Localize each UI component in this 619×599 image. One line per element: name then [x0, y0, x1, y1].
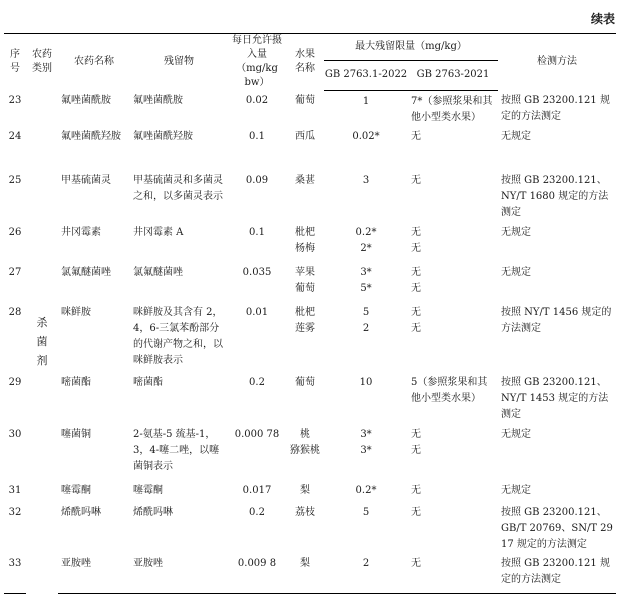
table-row: [4, 480, 616, 502]
row-mrl-old-entry: 无: [411, 307, 421, 318]
row-fruit-entry: 荔枝: [295, 507, 315, 518]
row-mrl-new-entry: 0.2*: [355, 227, 377, 238]
row-pesticide-name: 咪鲜胺: [61, 307, 91, 318]
row-fruit: [286, 502, 324, 553]
table-body: [4, 90, 616, 593]
row-fruit: [286, 553, 324, 593]
row-mrl-new: [324, 90, 408, 126]
row-seq: 24: [8, 131, 22, 142]
row-adi: 0.09: [245, 175, 269, 186]
row-fruit-entry: 杨梅: [295, 243, 315, 254]
row-seq: 26: [8, 227, 22, 238]
row-mrl-old-entry: 无: [411, 429, 421, 440]
row-mrl-new-entry: 3: [362, 175, 370, 186]
row-pesticide-name: 烯酰吗啉: [61, 507, 101, 518]
row-fruit-entry: 梨: [300, 558, 310, 569]
row-mrl-new: [324, 262, 408, 302]
row-fruit-entry: 葡萄: [295, 377, 315, 388]
row-seq: 27: [8, 267, 22, 278]
row-mrl-new: [324, 480, 408, 502]
row-fruit-entry: 葡萄: [295, 95, 315, 106]
row-method: 无规定: [501, 227, 531, 238]
row-mrl-new-entry: 3*: [360, 267, 372, 278]
row-fruit-entry: 梨: [300, 485, 310, 496]
row-seq: 25: [8, 175, 22, 186]
header-category: 农药类别: [26, 34, 58, 91]
row-pesticide-name: 氟唑菌酰羟胺: [61, 131, 121, 142]
table-row: [4, 424, 616, 480]
row-mrl-old-entry: 7*（参照浆果和其他小型类水果）: [411, 95, 493, 123]
table-row: [4, 553, 616, 593]
row-pesticide-name: 氯氟醚菌唑: [61, 267, 111, 278]
row-mrl-old: [408, 90, 498, 126]
row-mrl-new-entry: 5: [362, 307, 370, 318]
row-mrl-new-entry: 2: [362, 558, 370, 569]
row-mrl-new-entry: 3*: [360, 429, 372, 440]
row-mrl-old: [408, 502, 498, 553]
header-mrl-group: 最大残留限量（mg/kg）: [324, 34, 498, 61]
table-row: [4, 222, 616, 262]
row-method: 按照 GB 23200.121 规定的方法测定: [498, 553, 616, 593]
row-mrl-old-entry: 无: [411, 485, 421, 496]
row-pesticide-name: 嘧菌酯: [61, 377, 91, 388]
header-method: 检测方法: [498, 34, 616, 91]
row-fruit-entry: 猕猴桃: [290, 445, 320, 456]
row-mrl-old-entry: 5（参照浆果和其他小型类水果）: [411, 377, 488, 404]
pesticide-residue-table: [4, 33, 616, 594]
row-mrl-old: [408, 222, 498, 262]
row-fruit-entry: 枇杷: [295, 227, 315, 238]
row-mrl-old-entry: 无: [411, 445, 421, 456]
row-mrl-new: [324, 222, 408, 262]
row-mrl-old: [408, 553, 498, 593]
row-method: 无规定: [501, 131, 531, 142]
row-residue: 井冈霉素 A: [133, 227, 184, 238]
row-pesticide-name: 噻霉酮: [61, 485, 91, 496]
row-residue: 氟唑菌酰胺: [133, 95, 183, 106]
row-residue: 甲基硫菌灵和多菌灵之和，以多菌灵表示: [133, 175, 223, 202]
row-mrl-old-entry: 无: [411, 558, 421, 569]
row-mrl-new: [324, 302, 408, 372]
header-mrl-new: GB 2763.1-2022: [324, 61, 408, 90]
row-residue: 烯酰吗啉: [133, 507, 173, 518]
row-fruit-entry: 桑葚: [295, 175, 315, 186]
table-row: [4, 502, 616, 553]
row-seq: 29: [8, 377, 22, 388]
header-adi: 每日允许摄入量（mg/kg bw）: [228, 34, 286, 91]
row-seq: 32: [8, 507, 22, 518]
row-pesticide-name: 亚胺唑: [58, 553, 130, 593]
header-residue: 残留物: [130, 34, 228, 91]
row-mrl-new-entry: 2*: [360, 243, 372, 254]
row-mrl-new: [324, 424, 408, 480]
row-adi: 0.017: [242, 485, 272, 496]
row-pesticide-name: 噻菌铜: [61, 429, 91, 440]
row-adi: 0.02: [245, 95, 269, 106]
row-pesticide-name: 甲基硫菌灵: [61, 175, 111, 186]
row-mrl-new: [324, 553, 408, 593]
row-pesticide-name: 井冈霉素: [61, 227, 101, 238]
row-fruit: [286, 222, 324, 262]
row-adi: 0.2: [249, 377, 265, 388]
row-adi: 0.035: [242, 267, 272, 278]
table-row: [4, 126, 616, 170]
row-fruit-entry: 苹果: [295, 267, 315, 278]
row-fruit-entry: 莲雾: [295, 323, 315, 334]
row-mrl-old: [408, 424, 498, 480]
row-mrl-new-entry: 2: [362, 323, 370, 334]
row-seq: 30: [8, 429, 22, 440]
row-fruit: [286, 262, 324, 302]
row-fruit-entry: 西瓜: [295, 131, 315, 142]
row-mrl-old: [408, 480, 498, 502]
row-mrl-old-entry: 无: [411, 323, 421, 334]
row-residue: 2-氨基-5 巯基-1，3，4-噻二唑，以噻菌铜表示: [133, 429, 220, 472]
row-pesticide-name: 氟唑菌酰胺: [61, 95, 111, 106]
row-mrl-old-entry: 无: [411, 175, 421, 186]
row-residue: 亚胺唑: [130, 553, 228, 593]
row-seq: 28: [8, 307, 22, 318]
header-seq: 序号: [4, 34, 26, 91]
table-row: [4, 90, 616, 126]
row-seq: 33: [4, 553, 26, 593]
row-mrl-old: [408, 302, 498, 372]
row-seq: 31: [8, 485, 22, 496]
row-mrl-old: [408, 262, 498, 302]
header-fruit: 水果名称: [286, 34, 324, 91]
row-fruit-entry: 枇杷: [295, 307, 315, 318]
row-method: 无规定: [501, 485, 531, 496]
category-cell: [26, 90, 58, 593]
table-row: [4, 262, 616, 302]
table-row: [4, 302, 616, 372]
row-mrl-old-entry: 无: [411, 243, 421, 254]
row-fruit: [286, 170, 324, 222]
row-fruit: [286, 90, 324, 126]
table-row: [4, 372, 616, 424]
row-mrl-new-entry: 5: [362, 507, 370, 518]
row-mrl-old-entry: 无: [411, 267, 421, 278]
row-mrl-new-entry: 0.02*: [352, 131, 380, 142]
row-fruit-entry: 葡萄: [295, 283, 315, 294]
row-residue: 氟唑菌酰羟胺: [133, 131, 193, 142]
row-mrl-old-entry: 无: [411, 131, 421, 142]
row-adi: 0.1: [249, 131, 265, 142]
row-mrl-old-entry: 无: [411, 283, 421, 294]
row-mrl-old-entry: 无: [411, 507, 421, 518]
row-mrl-new: [324, 170, 408, 222]
row-method: 按照 GB 23200.121、GB/T 20769、SN/T 2917 规定的方法测定: [501, 507, 613, 550]
row-adi: 0.1: [249, 227, 265, 238]
row-mrl-new: [324, 372, 408, 424]
row-method: 按照 GB 23200.121、NY/T 1453 规定的方法测定: [501, 377, 609, 420]
row-method: 无规定: [501, 429, 531, 440]
row-fruit-entry: 桃: [300, 429, 310, 440]
row-mrl-new: [324, 502, 408, 553]
row-fruit: [286, 372, 324, 424]
row-mrl-new: [324, 126, 408, 170]
row-method: 按照 GB 23200.121、NY/T 1680 规定的方法测定: [501, 175, 609, 218]
row-residue: 嘧菌酯: [133, 377, 163, 388]
row-method: 无规定: [501, 267, 531, 278]
row-mrl-new-entry: 3*: [360, 445, 372, 456]
row-mrl-new-entry: 0.2*: [355, 485, 377, 496]
row-mrl-new-entry: 5*: [360, 283, 372, 294]
row-residue: 噻霉酮: [133, 485, 163, 496]
row-fruit: [286, 126, 324, 170]
row-adi: 0.009 8: [228, 553, 286, 593]
continued-label: 续表: [590, 12, 615, 26]
table-row: [4, 170, 616, 222]
row-adi: 0.2: [249, 507, 265, 518]
header-mrl-old: GB 2763-2021: [408, 61, 498, 90]
row-mrl-old: [408, 126, 498, 170]
row-seq: 23: [8, 95, 22, 106]
category-label: 杀菌剂: [36, 316, 48, 367]
row-fruit: [286, 424, 324, 480]
row-fruit: [286, 302, 324, 372]
row-mrl-new-entry: 1: [362, 95, 370, 107]
row-mrl-old: [408, 372, 498, 424]
row-adi: 0.01: [245, 307, 269, 318]
row-mrl-new-entry: 10: [359, 377, 373, 388]
row-residue: 氯氟醚菌唑: [133, 267, 183, 278]
row-method: 按照 NY/T 1456 规定的方法测定: [501, 307, 612, 334]
row-fruit: [286, 480, 324, 502]
row-mrl-old-entry: 无: [411, 227, 421, 238]
row-adi: 0.000 78: [234, 429, 280, 440]
header-name: 农药名称: [58, 34, 130, 91]
row-method: 按照 GB 23200.121 规定的方法测定: [501, 95, 610, 122]
row-mrl-old: [408, 170, 498, 222]
row-residue: 咪鲜胺及其含有 2，4，6-三氯苯酚部分的代谢产物之和，以咪鲜胺表示: [133, 307, 223, 366]
